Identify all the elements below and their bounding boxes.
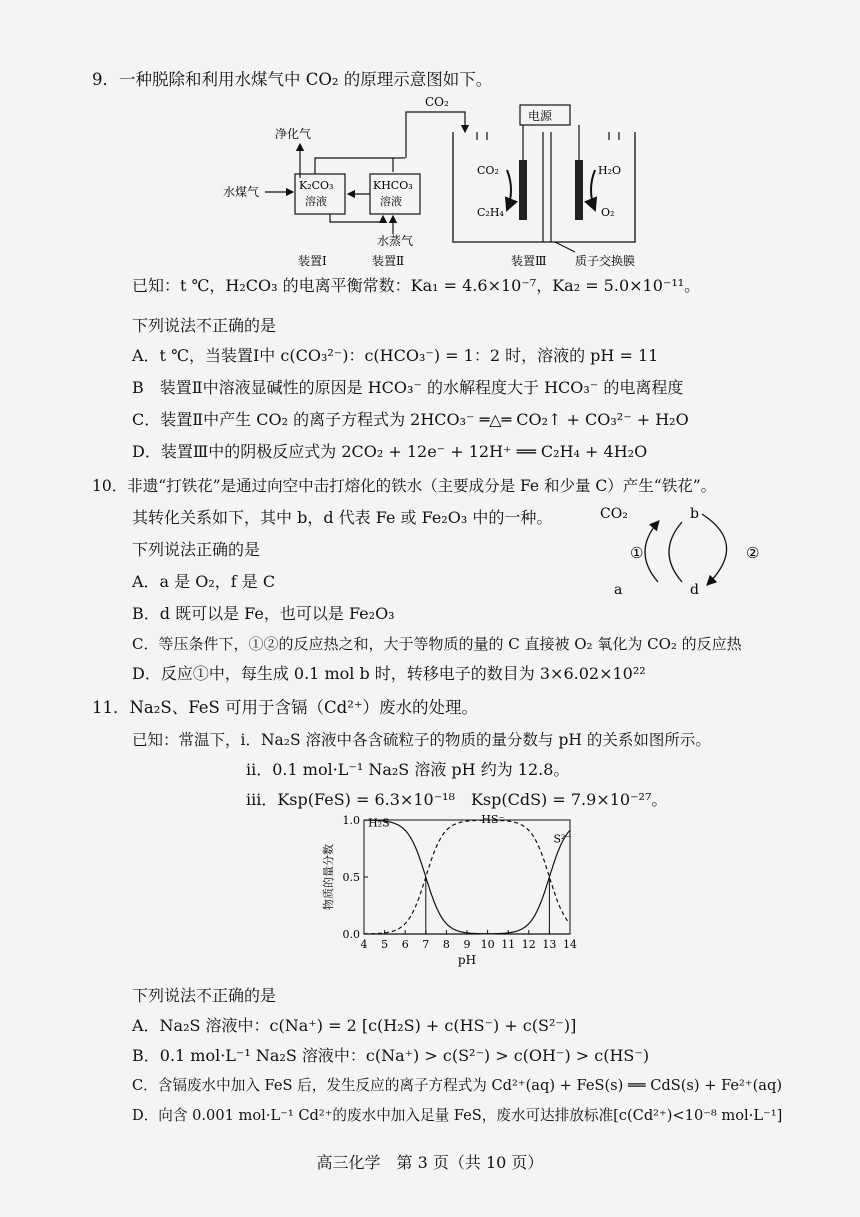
x-tick-label: 10 xyxy=(480,938,495,951)
y-tick-label: 1.0 xyxy=(342,814,360,827)
diag10-b: b xyxy=(690,506,699,522)
diag9-k2co3-sol: 溶液 xyxy=(305,195,327,208)
q10-option-d: D．反应①中，每生成 0.1 mol b 时，转移电子的数目为 3×6.02×10²² xyxy=(132,664,646,683)
diag9-cell-h2o: H₂O xyxy=(598,164,622,177)
x-axis-label: pH xyxy=(457,953,477,967)
anode xyxy=(575,160,583,220)
y-tick-label: 0.0 xyxy=(342,928,360,941)
diag9-co2: CO₂ xyxy=(425,95,449,109)
diag9-device1: 装置Ⅰ xyxy=(298,254,327,268)
diag10-d: d xyxy=(690,582,699,598)
q11-known-ii: ii．0.1 mol·L⁻¹ Na₂S 溶液 pH 约为 12.8。 xyxy=(246,760,570,779)
x-tick-label: 12 xyxy=(521,938,536,951)
diag10-co2: CO₂ xyxy=(600,506,628,522)
hs-curve xyxy=(364,820,570,934)
diag9-device2: 装置Ⅱ xyxy=(372,254,405,268)
diag9-khco3-sol: 溶液 xyxy=(380,195,402,208)
q10-stem1: 10．非遗“打铁花”是通过向空中击打熔化的铁水（主要成分是 Fe 和少量 C）产生“铁花”。 xyxy=(92,477,717,495)
diag10-r2: ② xyxy=(746,544,760,562)
q11-known-i: 已知：常温下，i．Na₂S 溶液中各含硫粒子的物质的量分数与 pH 的关系如图所示。 xyxy=(132,731,711,749)
membrane-line xyxy=(543,132,551,242)
series-label-1: HS⁻ xyxy=(481,813,505,827)
x-tick-label: 8 xyxy=(442,938,450,951)
q11-option-c: C．含镉废水中加入 FeS 后，发生反应的离子方程式为 Cd²⁺(aq) + FeS(s) ══ CdS(s) + Fe²⁺(aq) xyxy=(132,1077,783,1094)
diag10-a: a xyxy=(614,582,623,598)
x-tick-label: 13 xyxy=(542,938,557,951)
plot-frame xyxy=(364,820,570,934)
x-tick-label: 9 xyxy=(463,938,471,951)
q9-option-c: C．装置Ⅱ中产生 CO₂ 的离子方程式为 2HCO₃⁻ ═△═ CO₂↑ + CO₃²⁻ + H₂O xyxy=(132,410,689,429)
y-tick-label: 0.5 xyxy=(342,871,360,884)
species-fraction-chart xyxy=(318,812,588,977)
q11-prompt: 下列说法不正确的是 xyxy=(132,986,277,1005)
x-tick-label: 4 xyxy=(360,938,368,951)
x-tick-label: 5 xyxy=(381,938,389,951)
q10-diagram xyxy=(590,500,790,600)
h2s-curve xyxy=(364,820,570,934)
q9-diagram xyxy=(215,92,645,272)
diag9-purified: 净化气 xyxy=(275,127,312,141)
diag9-watergas: 水煤气 xyxy=(223,185,260,199)
diag9-device3: 装置Ⅲ xyxy=(511,254,547,268)
q9-option-a: A．t ℃，当装置Ⅰ中 c(CO₃²⁻)：c(HCO₃⁻) = 1：2 时，溶液的 pH = 11 xyxy=(132,346,659,365)
diag9-membrane: 质子交换膜 xyxy=(575,254,636,268)
q11-known-iii: iii．Ksp(FeS) = 6.3×10⁻¹⁸ Ksp(CdS) = 7.9×10⁻²⁷。 xyxy=(246,790,668,809)
q11-option-a: A．Na₂S 溶液中：c(Na⁺) = 2 [c(H₂S) + c(HS⁻) + c(S²⁻)] xyxy=(132,1016,577,1035)
diag9-power: 电源 xyxy=(528,109,553,123)
q10-option-a: A．a 是 O₂，f 是 C xyxy=(132,572,276,591)
q9-option-b: B 装置Ⅱ中溶液显碱性的原因是 HCO₃⁻ 的水解程度大于 HCO₃⁻ 的电离程度 xyxy=(132,378,684,397)
series-label-2: S²⁻ xyxy=(553,832,572,846)
x-tick-label: 14 xyxy=(563,938,577,951)
q10-option-b: B．d 既可以是 Fe，也可以是 Fe₂O₃ xyxy=(132,604,395,623)
series-label-0: H₂S xyxy=(368,816,390,830)
q11-stem: 11．Na₂S、FeS 可用于含镉（Cd²⁺）废水的处理。 xyxy=(92,698,479,717)
page-footer: 高三化学 第 3 页（共 10 页） xyxy=(316,1153,544,1172)
diag9-khco3: KHCO₃ xyxy=(373,179,413,192)
diag9-steam: 水蒸气 xyxy=(377,234,414,248)
diag10-r1: ① xyxy=(630,544,644,562)
x-tick-label: 6 xyxy=(401,938,409,951)
diag9-k2co3: K₂CO₃ xyxy=(299,179,334,192)
q11-option-d: D．向含 0.001 mol·L⁻¹ Cd²⁺的废水中加入足量 FeS，废水可达排放标准[c(Cd²⁺)<10⁻⁸ mol·L⁻¹] xyxy=(132,1107,783,1124)
diag9-cell-c2h4: C₂H₄ xyxy=(477,206,504,219)
q10-stem2: 其转化关系如下，其中 b，d 代表 Fe 或 Fe₂O₃ 中的一种。 xyxy=(132,508,553,527)
x-tick-label: 11 xyxy=(501,938,516,951)
diag9-cell-co2: CO₂ xyxy=(477,164,499,177)
q9-prompt: 下列说法不正确的是 xyxy=(132,316,277,335)
q10-option-c: C．等压条件下，①②的反应热之和，大于等物质的量的 C 直接被 O₂ 氧化为 CO₂ 的反应热 xyxy=(132,635,742,653)
q9-known: 已知：t ℃，H₂CO₃ 的电离平衡常数：Ka₁ = 4.6×10⁻⁷，Ka₂ = 5.0×10⁻¹¹。 xyxy=(132,276,701,295)
q9-option-d: D．装置Ⅲ中的阴极反应式为 2CO₂ + 12e⁻ + 12H⁺ ══ C₂H₄ + 4H₂O xyxy=(132,442,648,461)
diag9-cell-o2: O₂ xyxy=(601,206,615,219)
q10-prompt: 下列说法正确的是 xyxy=(132,540,261,559)
cell-tank xyxy=(453,132,635,242)
x-tick-label: 7 xyxy=(422,938,430,951)
q11-option-b: B．0.1 mol·L⁻¹ Na₂S 溶液中：c(Na⁺) > c(S²⁻) > c(OH⁻) > c(HS⁻) xyxy=(132,1046,650,1065)
cathode xyxy=(519,160,527,220)
y-axis-label: 物质的量分数 xyxy=(322,844,335,910)
q9-stem: 9．一种脱除和利用水煤气中 CO₂ 的原理示意图如下。 xyxy=(92,70,493,89)
